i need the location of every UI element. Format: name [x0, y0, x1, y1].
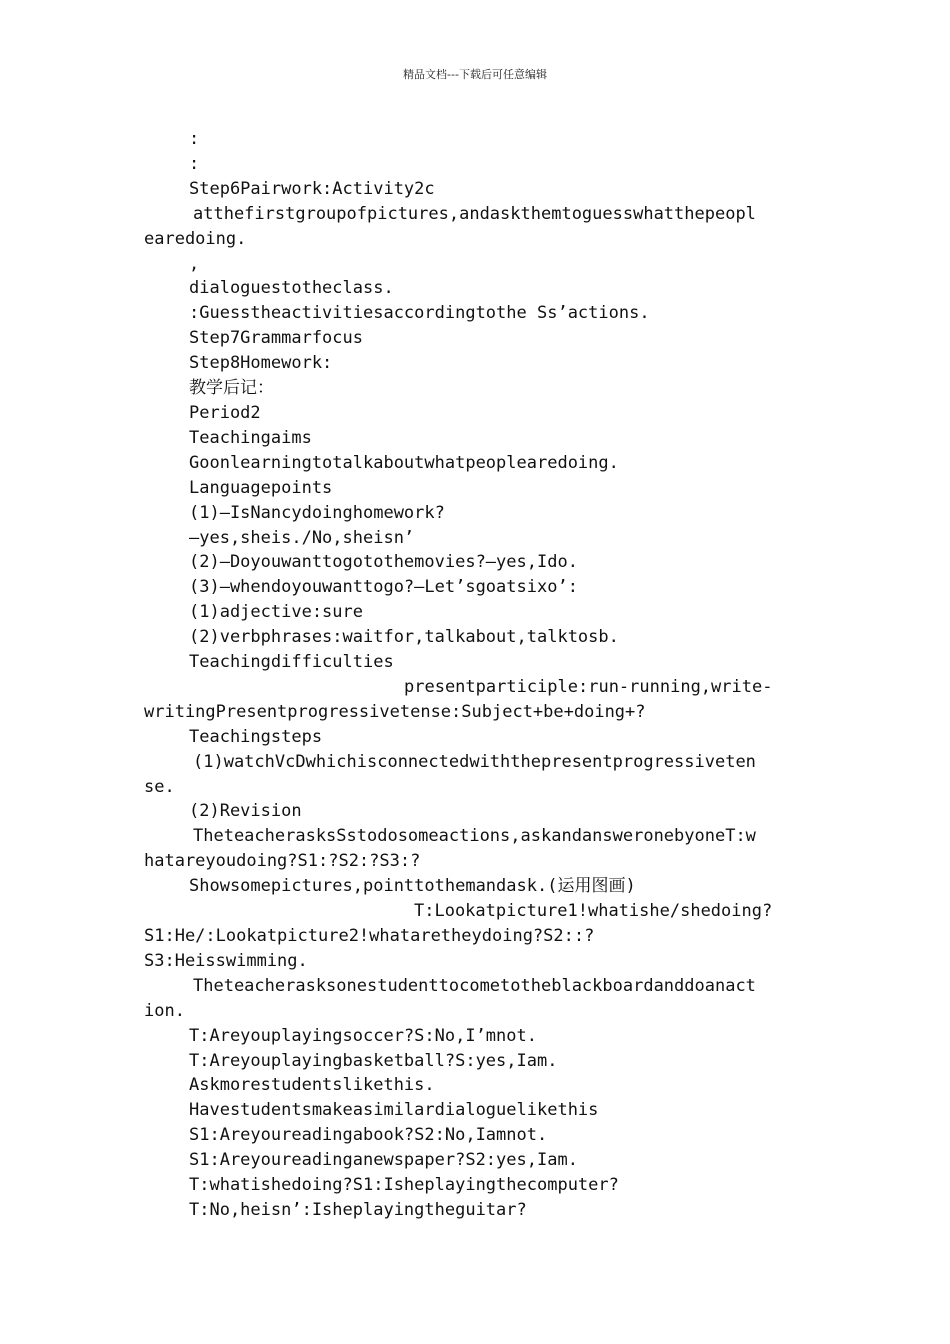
page-header: 精品文档---下载后可任意编辑 — [403, 68, 547, 81]
text-line: atthefirstgroupofpictures,andaskthemtoguesswhatthepeopl — [193, 203, 756, 224]
text-line: se. — [144, 776, 175, 797]
text-line: T:Areyouplayingsoccer?S:No,I’mnot. — [189, 1025, 537, 1046]
text-line: , — [189, 253, 200, 274]
text-line: Teachingdifficulties — [189, 652, 394, 673]
text-line: Theteacherasksonestudenttocometotheblackboardanddoanact — [193, 975, 756, 996]
text-line: : — [189, 129, 200, 149]
text-line: T:Lookatpicture1!whatishe/shedoing? — [414, 901, 773, 922]
text-line: (2)Revision — [189, 801, 302, 822]
document-body — [144, 127, 812, 1223]
text-line: Teachingsteps — [189, 726, 323, 747]
text-line: (2)verbphrases:waitfor,talkabout,talktosb. — [189, 627, 619, 648]
text-line: T:whatishedoing?S1:Isheplayingthecomputer? — [189, 1175, 619, 1196]
text-line: Period2 — [189, 402, 261, 423]
text-line: S1:He/:Lookatpicture2!whataretheydoing?S2::? — [144, 926, 595, 946]
text-line: ion. — [144, 1000, 185, 1021]
text-line: TheteacherasksSstodosomeactions,askandansweronebyoneT:w — [193, 826, 756, 847]
text-line: (1)watchVcDwhichisconnectedwiththepresentprogressiveten — [193, 751, 756, 772]
text-line: (3)—whendoyouwanttogo?—Let’sgoatsixo’: — [189, 577, 578, 598]
text-line: S3:Heisswimming. — [144, 950, 308, 971]
text-line: Showsomepictures,pointtothemandask.(运用图画) — [189, 876, 636, 897]
text-line: dialoguestotheclass. — [189, 278, 394, 299]
text-line: Teachingaims — [189, 427, 312, 448]
text-line: Step8Homework: — [189, 353, 333, 374]
text-line: Languagepoints — [189, 477, 333, 498]
text-line: Step6Pairwork:Activity2c — [189, 178, 435, 199]
text-line: (1)adjective:sure — [189, 602, 363, 623]
text-line: Goonlearningtotalkaboutwhatpeoplearedoing. — [189, 452, 619, 473]
text-line: Step7Grammarfocus — [189, 328, 363, 349]
text-line: : — [189, 153, 200, 174]
text-line: (1)—IsNancydoinghomework? — [189, 502, 445, 523]
text-line: presentparticiple:run-running,write- — [404, 676, 773, 697]
text-line: earedoing. — [144, 228, 247, 249]
text-line: Havestudentsmakeasimilardialoguelikethis — [189, 1100, 599, 1121]
text-line: 教学后记： — [189, 378, 274, 399]
text-line: writingPresentprogressivetense:Subject+be+doing+? — [144, 701, 646, 722]
text-line: T:No,heisn’:Isheplayingtheguitar? — [189, 1199, 527, 1220]
text-line: :Guesstheactivitiesaccordingtothe Ss’actions. — [189, 303, 650, 324]
text-line: (2)—Doyouwanttogotothemovies?—yes,Ido. — [189, 552, 578, 573]
text-line: Askmorestudentslikethis. — [189, 1075, 435, 1096]
text-line: S1:Areyoureadinganewspaper?S2:yes,Iam. — [189, 1150, 578, 1171]
text-line: S1:Areyoureadingabook?S2:No,Iamnot. — [189, 1125, 548, 1146]
text-line: hatareyoudoing?S1:?S2:?S3:? — [144, 851, 421, 872]
text-line: —yes,sheis./No,sheisn’ — [189, 527, 415, 548]
text-line: T:Areyouplayingbasketball?S:yes,Iam. — [189, 1050, 558, 1071]
